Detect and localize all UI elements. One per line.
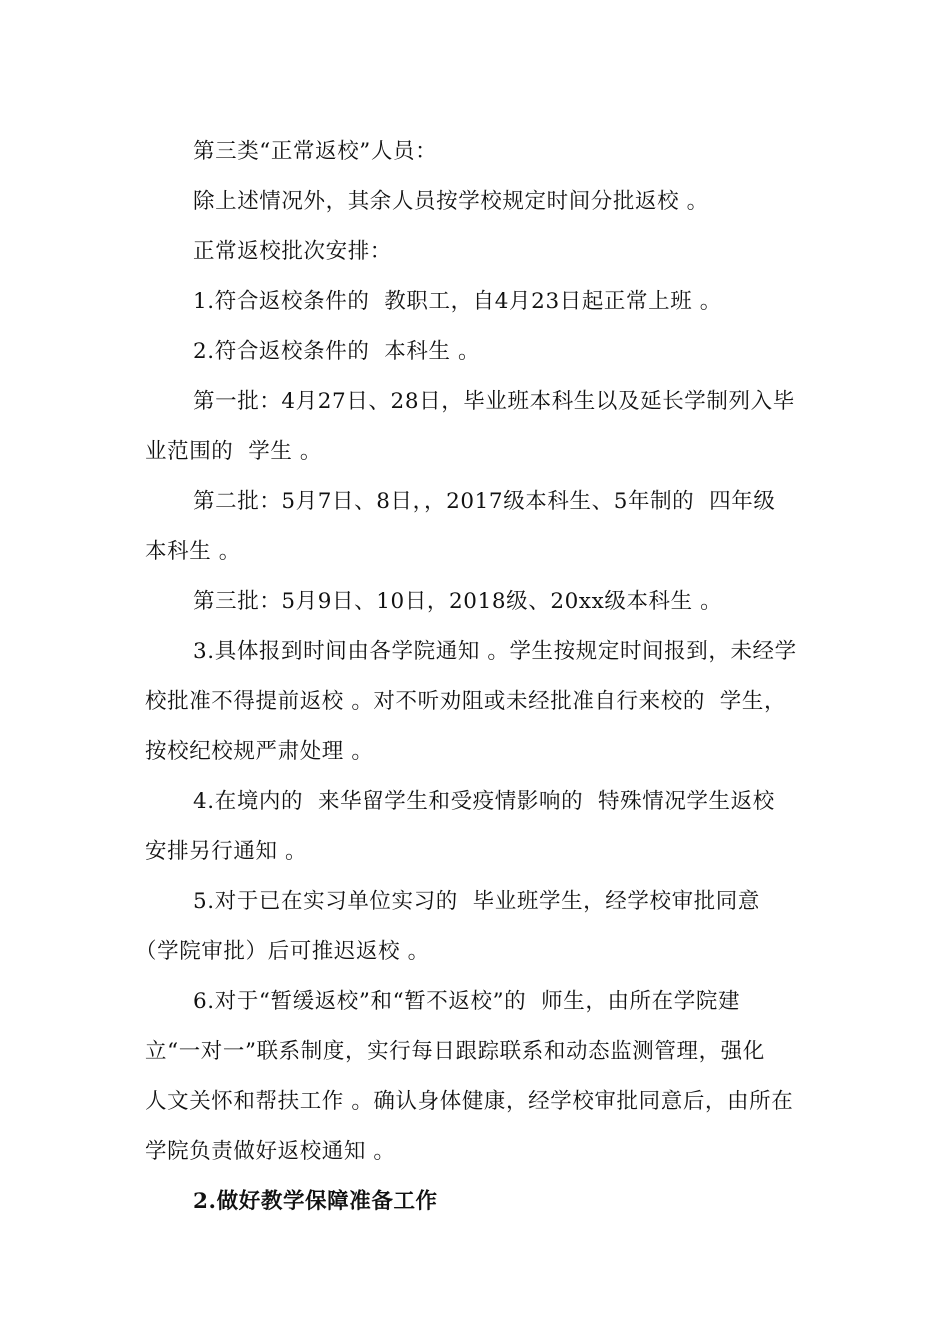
paragraph-line: 第二批：5月7日、8日，，2017级本科生、5年制的 四年级 xyxy=(193,489,776,514)
paragraph-heading-category-3: 第三类“正常返校”人员： xyxy=(193,139,438,164)
paragraph-line: 2.符合返校条件的 本科生 。 xyxy=(193,339,481,364)
paragraph-line: 学院负责做好返校通知 。 xyxy=(145,1139,396,1164)
paragraph-heading-batches: 正常返校批次安排： xyxy=(193,239,392,264)
paragraph-line: 第一批：4月27日、28日，毕业班本科生以及延长学制列入毕 xyxy=(193,389,795,414)
section-heading: 2.做好教学保障准备工作 xyxy=(193,1189,438,1214)
paragraph-line: 4.在境内的 来华留学生和受疫情影响的 特殊情况学生返校 xyxy=(193,789,775,814)
paragraph-line: 安排另行通知 。 xyxy=(145,839,308,864)
paragraph-line: 校批准不得提前返校 。对不听劝阻或未经批准自行来校的 学生， xyxy=(145,689,787,714)
paragraph-line: （学院审批）后可推迟返校 。 xyxy=(135,939,430,964)
paragraph-line: 第三批：5月9日、10日，2018级、20xx级本科生 。 xyxy=(193,589,723,614)
paragraph-line: 本科生 。 xyxy=(145,539,241,564)
paragraph-line: 业范围的 学生 。 xyxy=(145,439,323,464)
paragraph-line: 立“一对一”联系制度，实行每日跟踪联系和动态监测管理，强化 xyxy=(145,1039,765,1064)
paragraph-line: 除上述情况外，其余人员按学校规定时间分批返校 。 xyxy=(193,189,709,214)
paragraph-line: 按校纪校规严肃处理 。 xyxy=(145,739,374,764)
paragraph-line: 6.对于“暂缓返校”和“暂不返校”的 师生，由所在学院建 xyxy=(193,989,741,1014)
paragraph-line: 5.对于已在实习单位实习的 毕业班学生，经学校审批同意 xyxy=(193,889,760,914)
paragraph-line: 人文关怀和帮扶工作 。确认身体健康，经学校审批同意后，由所在 xyxy=(145,1089,794,1114)
paragraph-line: 3.具体报到时间由各学院通知 。学生按规定时间报到，未经学 xyxy=(193,639,797,664)
paragraph-line: 1.符合返校条件的 教职工，自4月23日起正常上班 。 xyxy=(193,289,722,314)
